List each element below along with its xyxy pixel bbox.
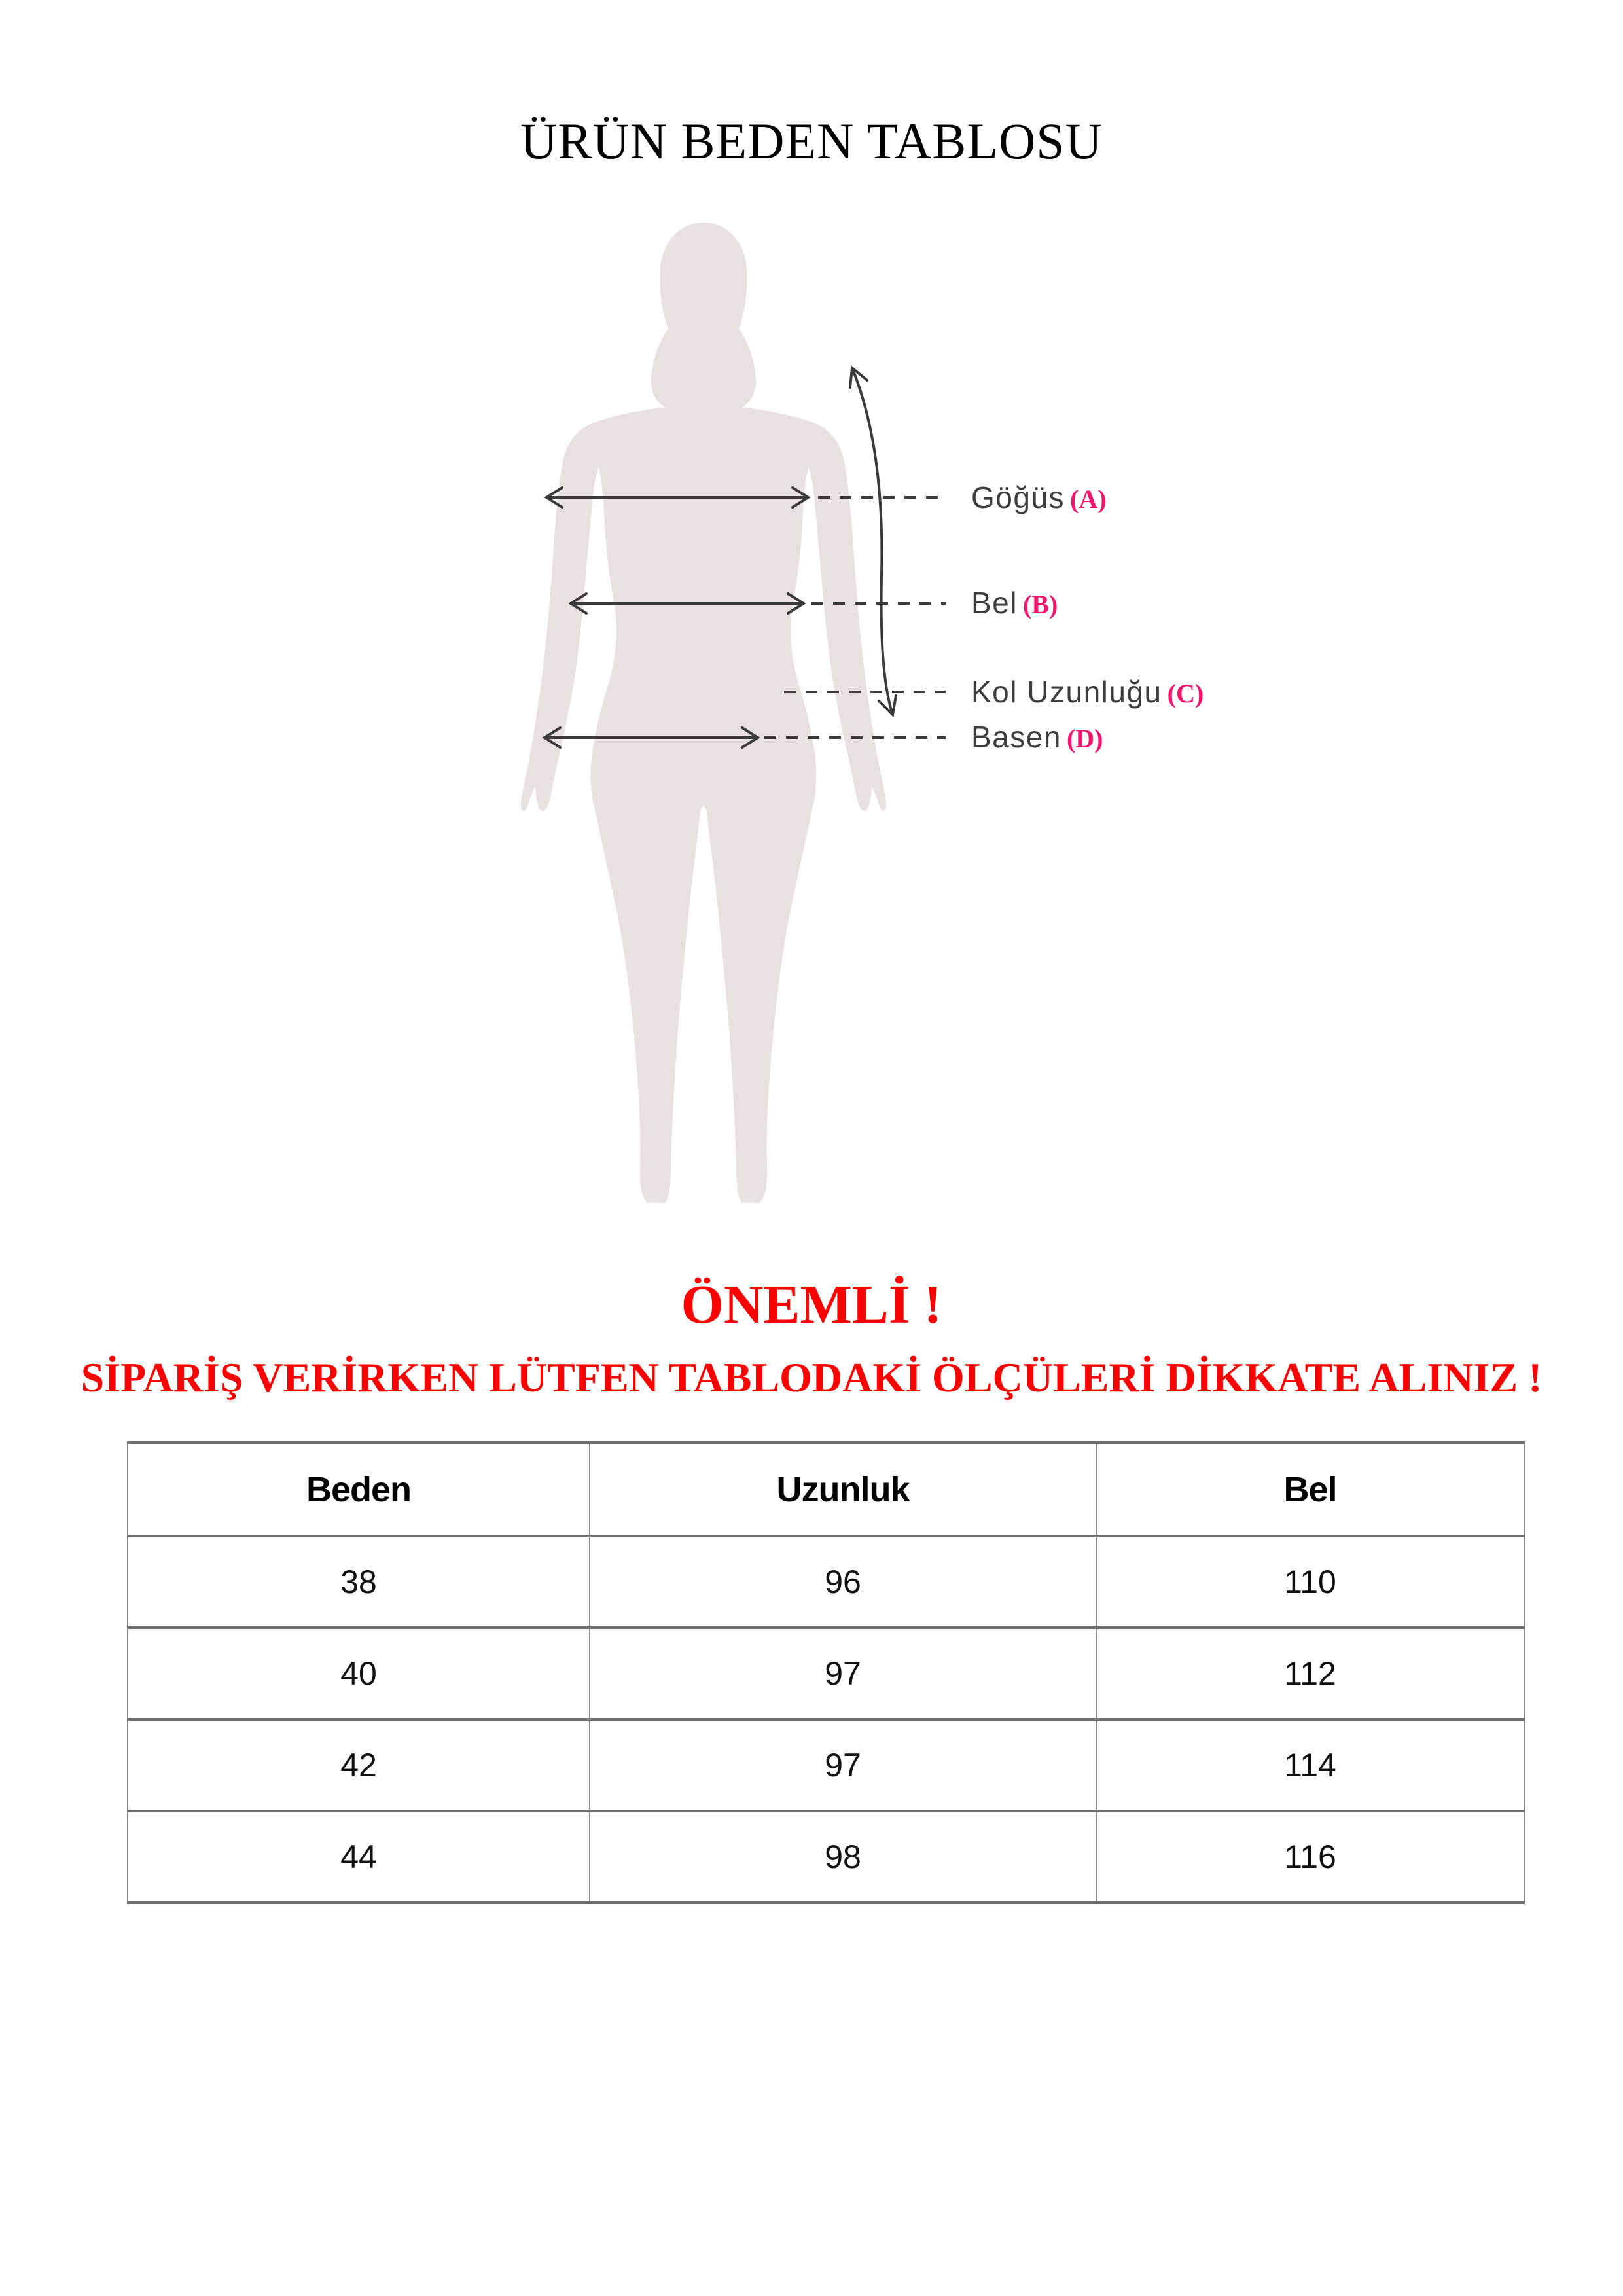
table-cell: 97	[590, 1719, 1096, 1811]
table-cell: 38	[128, 1536, 590, 1628]
table-cell: 40	[128, 1628, 590, 1719]
table-cell: 44	[128, 1811, 590, 1903]
size-table	[127, 1441, 1525, 1904]
table-cell: 112	[1096, 1628, 1524, 1719]
size-table-body	[128, 1536, 1524, 1903]
important-heading: ÖNEMLİ !	[681, 1274, 942, 1335]
label-hip-text: Basen	[971, 720, 1061, 754]
label-arm-length-text: Kol Uzunluğu	[971, 675, 1162, 709]
body-measurement-diagram	[425, 183, 955, 1230]
label-waist-letter: (B)	[1022, 590, 1058, 619]
table-row	[128, 1536, 1524, 1628]
label-chest-text: Göğüs	[971, 480, 1065, 514]
label-hip	[971, 715, 1103, 759]
column-header-beden: Beden	[128, 1443, 590, 1536]
label-waist	[971, 581, 1058, 624]
column-header-bel: Bel	[1096, 1443, 1524, 1536]
label-waist-text: Bel	[971, 586, 1018, 620]
order-warning-text: SİPARİŞ VERİRKEN LÜTFEN TABLODAKİ ÖLÇÜLERİ DİKKATE ALINIZ !	[80, 1354, 1543, 1401]
size-table-header-row	[128, 1443, 1524, 1536]
female-silhouette-illustration	[425, 183, 955, 1230]
table-cell: 97	[590, 1628, 1096, 1719]
table-cell: 42	[128, 1719, 590, 1811]
female-silhouette	[521, 223, 886, 1203]
table-cell: 98	[590, 1811, 1096, 1903]
table-cell: 114	[1096, 1719, 1524, 1811]
label-arm-length	[971, 670, 1204, 713]
label-hip-letter: (D)	[1066, 724, 1103, 753]
label-chest-letter: (A)	[1070, 484, 1107, 514]
label-arm-length-letter: (C)	[1167, 679, 1204, 708]
table-row	[128, 1811, 1524, 1903]
table-cell: 96	[590, 1536, 1096, 1628]
table-row	[128, 1628, 1524, 1719]
table-row	[128, 1719, 1524, 1811]
table-cell: 110	[1096, 1536, 1524, 1628]
column-header-uzunluk: Uzunluk	[590, 1443, 1096, 1536]
table-cell: 116	[1096, 1811, 1524, 1903]
page-title: ÜRÜN BEDEN TABLOSU	[520, 113, 1103, 170]
label-chest	[971, 476, 1107, 519]
